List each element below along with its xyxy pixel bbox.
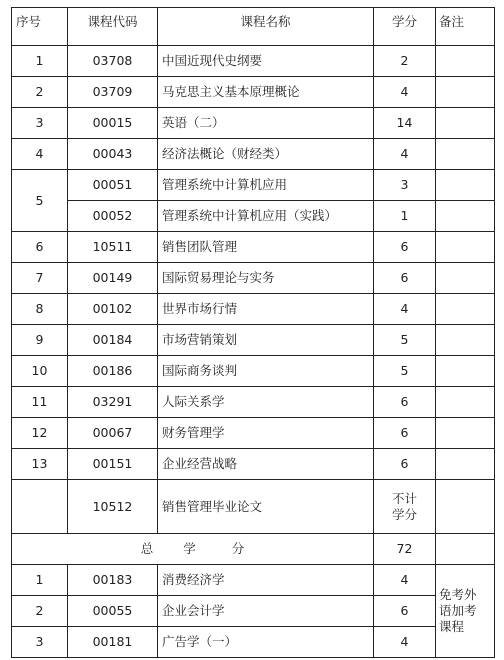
extra-row [12,565,495,596]
extra-credit: 4 [374,627,436,658]
total-value: 72 [374,534,436,565]
row-no: 1 [12,46,68,77]
extra-credit: 4 [374,565,436,596]
extra-no: 1 [12,565,68,596]
table-row [12,46,495,77]
table-row [12,263,495,294]
row-code: 03291 [68,387,158,418]
row-credit: 2 [374,46,436,77]
row-note [436,294,495,325]
thesis-name: 销售管理毕业论文 [158,480,374,534]
row-note [436,139,495,170]
table-row [12,201,495,232]
header-note: 备注 [436,8,495,46]
extra-name: 企业会计学 [158,596,374,627]
table-row [12,418,495,449]
row-credit: 6 [374,263,436,294]
row-no: 12 [12,418,68,449]
thesis-note [436,480,495,534]
header-code: 课程代码 [68,8,158,46]
thesis-no [12,480,68,534]
row-name: 管理系统中计算机应用 [158,170,374,201]
table-row [12,139,495,170]
row-note [436,232,495,263]
row-code: 00051 [68,170,158,201]
extra-no: 2 [12,596,68,627]
row-note [436,108,495,139]
row-credit: 14 [374,108,436,139]
table-row [12,449,495,480]
row-name: 英语（二） [158,108,374,139]
header-no: 序号 [12,8,68,46]
extra-note-line2: 语加考 [439,603,477,618]
row-note [436,170,495,201]
row-credit: 4 [374,294,436,325]
row-credit: 4 [374,77,436,108]
row-no: 6 [12,232,68,263]
extra-name: 消费经济学 [158,565,374,596]
course-table [11,7,495,658]
row-no: 2 [12,77,68,108]
row-note [436,449,495,480]
row-note [436,418,495,449]
extra-note [436,565,495,658]
extra-note-line1: 免考外 [439,587,477,602]
row-code: 00067 [68,418,158,449]
thesis-credit-line2: 学分 [391,506,417,522]
row-code: 10511 [68,232,158,263]
row-no: 7 [12,263,68,294]
extra-no: 3 [12,627,68,658]
extra-code: 00055 [68,596,158,627]
row-credit: 5 [374,356,436,387]
row-name: 世界市场行情 [158,294,374,325]
extra-code: 00183 [68,565,158,596]
thesis-credit-line1: 不计 [391,490,417,506]
table-row [12,232,495,263]
total-label [12,534,374,565]
row-name: 财务管理学 [158,418,374,449]
row-code: 00102 [68,294,158,325]
row-no: 8 [12,294,68,325]
extra-credit: 6 [374,596,436,627]
extra-row [12,596,495,627]
row-name: 企业经营战略 [158,449,374,480]
row-name: 国际贸易理论与实务 [158,263,374,294]
row-code: 03708 [68,46,158,77]
extra-code: 00181 [68,627,158,658]
row-credit: 5 [374,325,436,356]
row-code: 00184 [68,325,158,356]
row-no: 9 [12,325,68,356]
row-credit: 4 [374,139,436,170]
row-note [436,325,495,356]
row-note [436,46,495,77]
header-row [12,8,495,46]
row-credit: 3 [374,170,436,201]
thesis-row [12,480,495,534]
row-code: 03709 [68,77,158,108]
total-label-char2: 学 [183,541,196,556]
total-label-char1: 总 [140,541,154,556]
row-credit: 6 [374,418,436,449]
row-name: 中国近现代史纲要 [158,46,374,77]
table-row [12,325,495,356]
header-credit: 学分 [374,8,436,46]
row-code: 00043 [68,139,158,170]
row-credit: 6 [374,449,436,480]
extra-row [12,627,495,658]
row-note [436,201,495,232]
extra-name: 广告学（一） [158,627,374,658]
row-name: 市场营销策划 [158,325,374,356]
row-code: 00052 [68,201,158,232]
thesis-code: 10512 [68,480,158,534]
row-code: 00149 [68,263,158,294]
row-note [436,263,495,294]
row-note [436,77,495,108]
total-row [12,534,495,565]
total-note [436,534,495,565]
row-credit: 6 [374,232,436,263]
row-name: 人际关系学 [158,387,374,418]
table-row [12,170,495,201]
table-row [12,108,495,139]
row-name: 马克思主义基本原理概论 [158,77,374,108]
row-name: 经济法概论（财经类） [158,139,374,170]
header-name: 课程名称 [158,8,374,46]
row-no: 3 [12,108,68,139]
row-no: 13 [12,449,68,480]
table-row [12,294,495,325]
row-code: 00151 [68,449,158,480]
row-note [436,356,495,387]
row-name: 国际商务谈判 [158,356,374,387]
row-no: 11 [12,387,68,418]
thesis-credit [374,480,436,534]
row-no: 5 [12,170,68,232]
row-no: 4 [12,139,68,170]
table-row [12,387,495,418]
row-code: 00015 [68,108,158,139]
total-label-char3: 分 [231,541,245,556]
row-code: 00186 [68,356,158,387]
row-no: 10 [12,356,68,387]
table-row [12,77,495,108]
row-name: 销售团队管理 [158,232,374,263]
row-name: 管理系统中计算机应用（实践） [158,201,374,232]
row-credit: 1 [374,201,436,232]
row-credit: 6 [374,387,436,418]
extra-note-line3: 课程 [439,619,465,634]
row-note [436,387,495,418]
table-row [12,356,495,387]
